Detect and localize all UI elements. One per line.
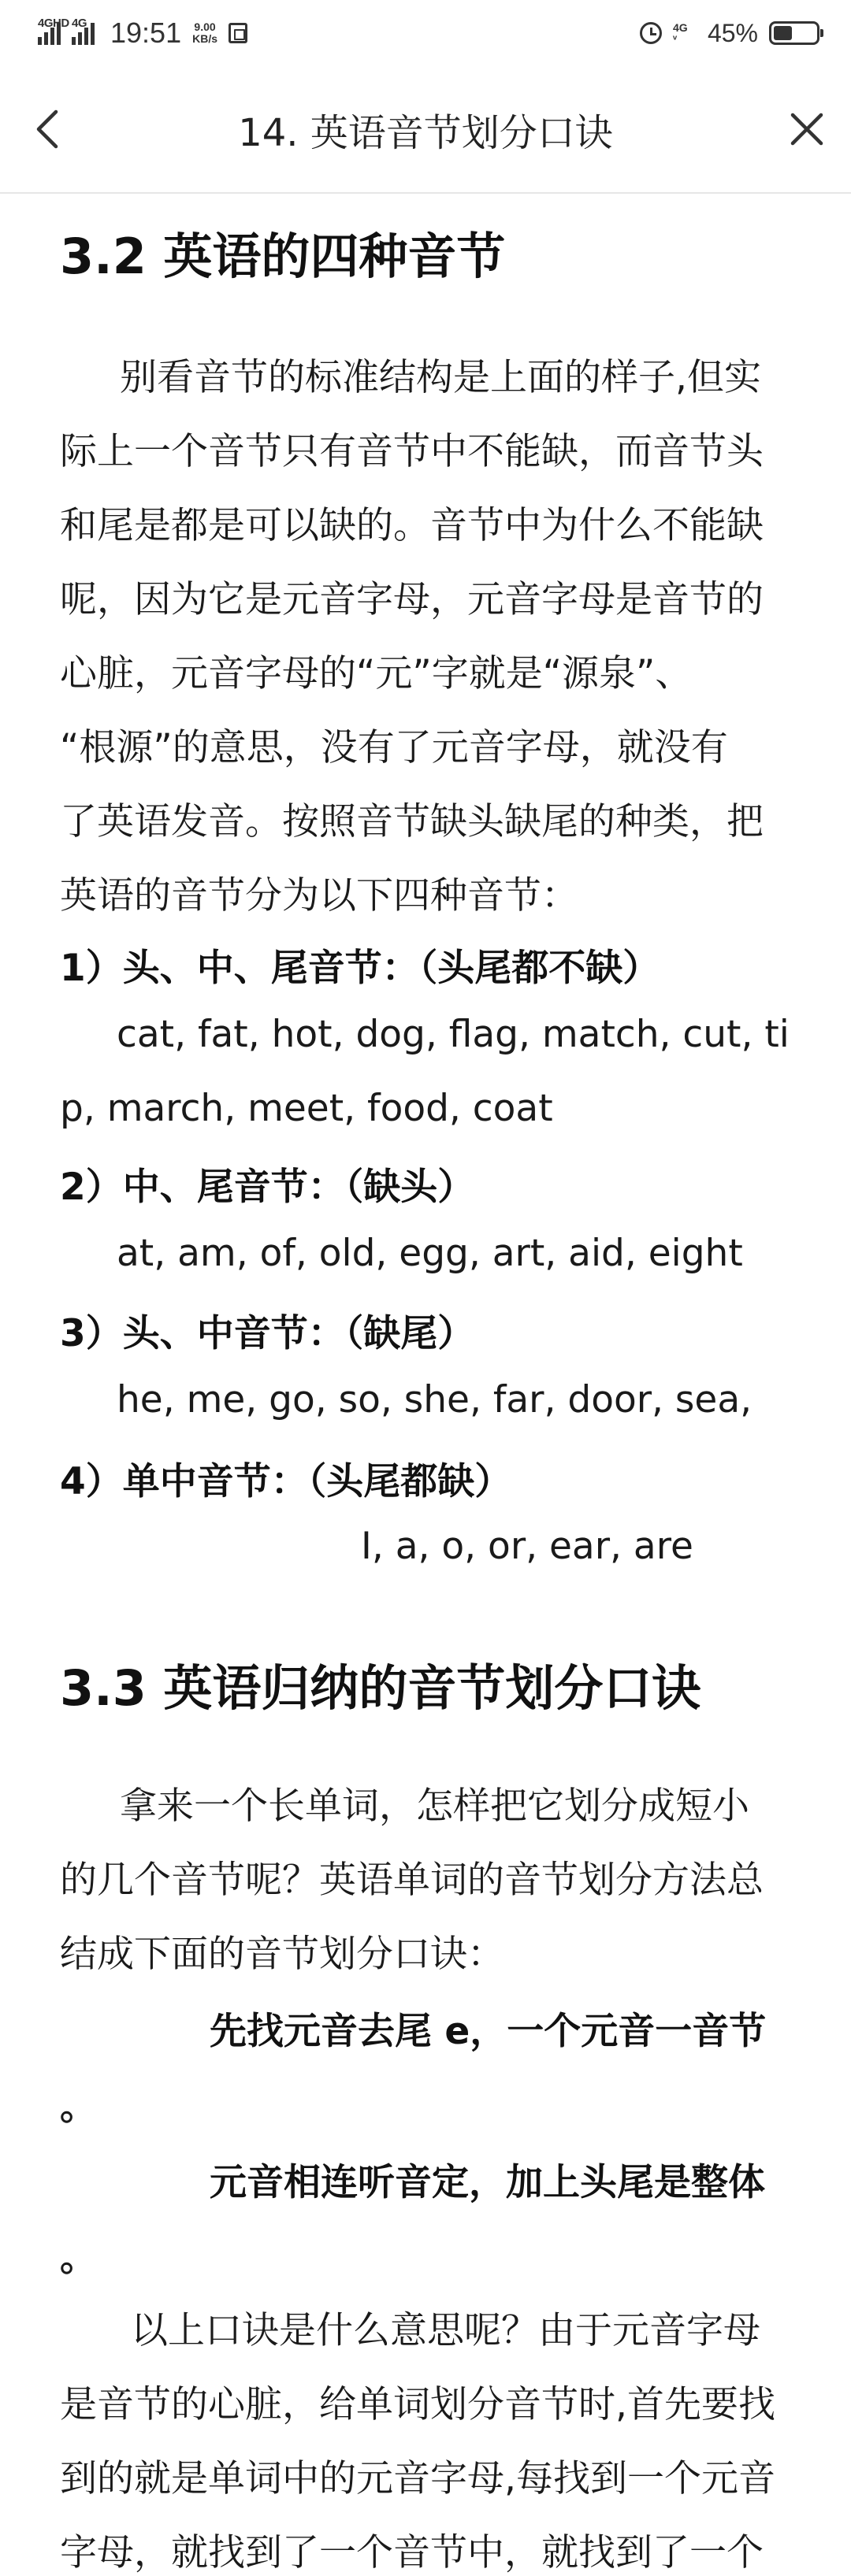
syllable-examples: cat, fat, hot, dog, flag, match, cut, ti xyxy=(117,1013,790,1056)
section-heading-3-3: 3.3 英语归纳的音节划分口诀 xyxy=(60,1659,701,1717)
syllable-type-label: 2）中、尾音节：（缺头） xyxy=(60,1166,475,1209)
rhyme-line-end: 。 xyxy=(60,2085,97,2129)
paragraph-line: 心脏，元音字母的“元”字就是“源泉”、 xyxy=(60,652,693,695)
network-speed-unit: KB/s xyxy=(192,32,217,45)
syllable-examples: he, me, go, so, she, far, door, sea, xyxy=(117,1378,753,1421)
signal-icon xyxy=(38,17,69,45)
paragraph-line: 结成下面的音节划分口诀： xyxy=(60,1933,504,1976)
paragraph-line: 的几个音节呢？英语单词的音节划分方法总 xyxy=(60,1859,764,1902)
alarm-icon xyxy=(640,22,662,44)
syllable-examples: p, march, meet, food, coat xyxy=(60,1087,553,1130)
status-bar xyxy=(0,0,851,66)
paragraph-line: 到的就是单词中的元音字母,每找到一个元音 xyxy=(60,2457,775,2500)
back-button[interactable] xyxy=(24,106,71,153)
paragraph-line: 以上口诀是什么意思呢？由于元音字母 xyxy=(131,2309,760,2352)
section-heading-3-2: 3.2 英语的四种音节 xyxy=(60,228,506,285)
data-arrows-label: ᵛ xyxy=(672,32,678,45)
article-content xyxy=(0,194,851,2574)
paragraph-line: 英语的音节分为以下四种音节： xyxy=(60,874,578,917)
syllable-type-label: 3）头、中音节：（缺尾） xyxy=(60,1312,475,1355)
screenshot-notification-icon xyxy=(229,23,247,43)
data-network-label: 4G xyxy=(672,21,688,34)
status-left xyxy=(38,11,247,55)
network-speed xyxy=(192,21,217,45)
paragraph-line: 字母，就找到了一个音节中，就找到了一个 xyxy=(60,2531,764,2574)
rhyme-line: 先找元音去尾 e，一个元音一音节 xyxy=(210,2010,767,2053)
paragraph-line: 别看音节的标准结构是上面的样子,但实 xyxy=(120,356,761,399)
paragraph-line: 际上一个音节只有音节中不能缺，而音节头 xyxy=(60,430,764,473)
signal-net-label: 4GHD xyxy=(38,17,69,30)
close-button[interactable] xyxy=(783,106,831,153)
paragraph-line: 是音节的心脏，给单词划分音节时,首先要找 xyxy=(60,2383,775,2426)
battery-icon xyxy=(769,21,819,45)
chevron-left-icon xyxy=(34,109,61,150)
signal-icon xyxy=(72,17,95,45)
syllable-type-label: 4）单中音节：（头尾都缺） xyxy=(60,1460,512,1503)
paragraph-line: 拿来一个长单词，怎样把它划分成短小 xyxy=(120,1785,749,1828)
paragraph-line: “根源”的意思，没有了元音字母，就没有 xyxy=(60,726,728,769)
syllable-examples: at, am, of, old, egg, art, aid, eight xyxy=(117,1232,743,1275)
signal-net-label: 4G xyxy=(72,17,87,30)
page-title: 14. 英语音节划分口诀 xyxy=(238,110,613,155)
rhyme-line-end: 。 xyxy=(60,2237,97,2280)
syllable-type-label: 1）头、中、尾音节：（头尾都不缺） xyxy=(60,947,660,990)
close-icon xyxy=(790,112,824,146)
paragraph-line: 呢，因为它是元音字母，元音字母是音节的 xyxy=(60,578,764,621)
paragraph-line: 和尾是都是可以缺的。音节中为什么不能缺 xyxy=(60,504,764,547)
status-right xyxy=(640,11,819,55)
network-speed-value: 9.00 xyxy=(194,20,216,33)
rhyme-line: 元音相连听音定，加上头尾是整体 xyxy=(210,2161,765,2204)
syllable-examples: I, a, o, or, ear, are xyxy=(361,1525,693,1568)
status-time: 19:51 xyxy=(110,17,182,49)
data-network-icon xyxy=(673,22,697,44)
battery-percent: 45% xyxy=(707,18,758,47)
paragraph-line: 了英语发音。按照音节缺头缺尾的种类，把 xyxy=(60,800,764,843)
battery-fill xyxy=(774,26,792,40)
nav-bar xyxy=(0,66,851,194)
